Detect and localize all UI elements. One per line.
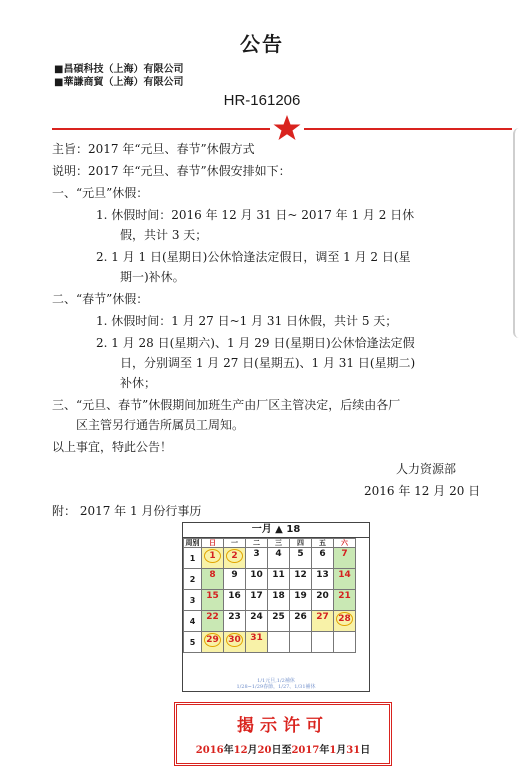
- weekday-header: 二: [246, 539, 268, 548]
- day-number: 8: [209, 570, 216, 580]
- calendar-day: [334, 611, 356, 632]
- day-number: 1: [204, 549, 221, 563]
- calendar-day: [268, 569, 290, 590]
- calendar-day: [334, 548, 356, 569]
- stamp-year-label: 年: [319, 745, 330, 756]
- posting-permit-stamp: [174, 702, 392, 766]
- calendar-day: [290, 590, 312, 611]
- section-2-item-2-line-1: 2. 1 月 28 日(星期六)、1 月 29 日(星期日)公休恰逢法定假: [96, 336, 415, 350]
- calendar-day: [202, 590, 224, 611]
- stamp-day-label: 日: [360, 745, 371, 756]
- week-number: 3: [184, 590, 202, 611]
- january-calendar: [182, 522, 370, 692]
- stamp-month-label: 月: [336, 745, 347, 756]
- scrollbar[interactable]: [513, 128, 523, 338]
- day-number: 30: [226, 633, 243, 647]
- red-divider-left: [52, 128, 270, 130]
- section-2-item-2-line-2: 日，分别调至 1 月 27 日(星期五)、1 月 31 日(星期二): [120, 356, 416, 370]
- calendar-day: [224, 569, 246, 590]
- day-number: 10: [250, 570, 263, 580]
- section-3-line-1: 三、“元旦、春节”休假期间加班生产由厂区主管决定，后续由各厂: [52, 398, 401, 412]
- stamp-month-end: 1: [329, 745, 337, 756]
- calendar-day: [312, 569, 334, 590]
- notice-date: 2016 年 12 月 20 日: [364, 484, 481, 498]
- stamp-title: 揭示许可: [237, 716, 329, 736]
- section-2-item-1: 1. 休假时间：1 月 27 日~1 月 31 日休假，共计 5 天；: [96, 314, 398, 328]
- star-icon: [272, 113, 302, 143]
- calendar-day: [224, 632, 246, 653]
- day-number: 16: [228, 591, 241, 601]
- attachment-line: 附： 2017 年 1 月份行事历: [52, 504, 202, 518]
- week-number: 2: [184, 569, 202, 590]
- notice-title: 公告: [240, 32, 284, 56]
- calendar-day: [334, 632, 356, 653]
- day-number: 25: [272, 612, 285, 622]
- stamp-year-start: 2016: [195, 745, 224, 756]
- section-1-title: 一、“元旦”休假：: [52, 186, 149, 200]
- stamp-month-start: 12: [233, 745, 248, 756]
- calendar-day: [290, 548, 312, 569]
- calendar-day: [202, 569, 224, 590]
- stamp-day-start: 20: [257, 745, 272, 756]
- calendar-day: [224, 548, 246, 569]
- calendar-day: [290, 569, 312, 590]
- calendar-day: [202, 611, 224, 632]
- calendar-day: [334, 569, 356, 590]
- day-number: 28: [336, 612, 353, 626]
- section-1-item-1-line-1: 1. 休假时间：2016 年 12 月 31 日~ 2017 年 1 月 2 日休: [96, 208, 415, 222]
- day-number: 13: [316, 570, 329, 580]
- calendar-day: [246, 632, 268, 653]
- calendar-grid: [183, 538, 356, 653]
- stamp-day-end: 31: [346, 745, 361, 756]
- day-number: 7: [341, 549, 348, 559]
- day-number: 2: [226, 549, 243, 563]
- calendar-day: [334, 590, 356, 611]
- day-number: 31: [250, 633, 263, 643]
- day-number: 18: [272, 591, 285, 601]
- day-number: 17: [250, 591, 263, 601]
- calendar-day: [268, 611, 290, 632]
- calendar-day: [290, 611, 312, 632]
- calendar-day: [312, 611, 334, 632]
- calendar-day: [312, 632, 334, 653]
- document-number: HR-161206: [223, 92, 301, 109]
- day-number: 21: [338, 591, 351, 601]
- day-number: 4: [275, 549, 282, 559]
- calendar-day: [312, 548, 334, 569]
- section-3-line-2: 区主管另行通告所属员工周知。: [76, 418, 245, 432]
- day-number: 22: [206, 612, 219, 622]
- section-1-item-2-line-2: 期一)补休。: [120, 270, 185, 284]
- day-number: 12: [294, 570, 307, 580]
- day-number: 27: [316, 612, 329, 622]
- day-number: 15: [206, 591, 219, 601]
- calendar-title: 一月 ▲ 18: [183, 523, 369, 538]
- calendar-day: [268, 632, 290, 653]
- red-divider-right: [304, 128, 512, 130]
- weekday-header: 一: [224, 539, 246, 548]
- calendar-day: [246, 590, 268, 611]
- calendar-note: 1/1元旦,1/2補休: [257, 678, 295, 684]
- day-number: 24: [250, 612, 263, 622]
- weekday-header: 六: [334, 539, 356, 548]
- section-2-title: 二、“春节”休假：: [52, 292, 149, 306]
- calendar-day: [202, 548, 224, 569]
- stamp-month-label: 月: [247, 745, 258, 756]
- calendar-day: [246, 569, 268, 590]
- day-number: 19: [294, 591, 307, 601]
- company-name-1: ■昌碩科技（上海）有限公司: [54, 64, 184, 75]
- day-number: 3: [253, 549, 260, 559]
- stamp-year-end: 2017: [291, 745, 320, 756]
- calendar-day: [224, 590, 246, 611]
- week-column-header: 周别: [185, 539, 200, 547]
- day-number: 29: [204, 633, 221, 647]
- calendar-notes: [183, 678, 369, 690]
- calendar-note: 1/28~1/29春節，1/27、1/31補休: [236, 684, 316, 690]
- subject-line: 主旨：2017 年“元旦、春节”休假方式: [52, 142, 255, 156]
- day-number: 23: [228, 612, 241, 622]
- calendar-day: [268, 590, 290, 611]
- calendar-day: [224, 611, 246, 632]
- day-number: 11: [272, 570, 285, 580]
- calendar-day: [202, 632, 224, 653]
- intro-line: 说明：2017 年“元旦、春节”休假安排如下：: [52, 164, 291, 178]
- day-number: 26: [294, 612, 307, 622]
- week-number: 4: [184, 611, 202, 632]
- stamp-day-label: 日至: [271, 745, 292, 756]
- section-1-item-1-line-2: 假，共计 3 天；: [120, 228, 208, 242]
- day-number: 14: [338, 570, 351, 580]
- weekday-header: 日: [202, 539, 224, 548]
- department-signature: 人力资源部: [396, 462, 457, 476]
- day-number: 20: [316, 591, 329, 601]
- week-number: 5: [184, 632, 202, 653]
- day-number: 5: [297, 549, 304, 559]
- stamp-year-label: 年: [223, 745, 234, 756]
- calendar-day: [268, 548, 290, 569]
- calendar-day: [246, 611, 268, 632]
- day-number: 9: [231, 570, 238, 580]
- day-number: 6: [319, 549, 326, 559]
- section-2-item-2-line-3: 补休；: [120, 376, 157, 390]
- week-number: 1: [184, 548, 202, 569]
- calendar-day: [312, 590, 334, 611]
- weekday-header: 五: [312, 539, 334, 548]
- closing-line: 以上事宜，特此公告！: [52, 440, 173, 454]
- stamp-date-range: [177, 741, 389, 756]
- company-name-2: ■華謙商貿（上海）有限公司: [54, 77, 184, 88]
- weekday-header: 四: [290, 539, 312, 548]
- calendar-day: [246, 548, 268, 569]
- section-1-item-2-line-1: 2. 1 月 1 日(星期日)公休恰逢法定假日，调至 1 月 2 日(星: [96, 250, 411, 264]
- calendar-day: [290, 632, 312, 653]
- weekday-header: 三: [268, 539, 290, 548]
